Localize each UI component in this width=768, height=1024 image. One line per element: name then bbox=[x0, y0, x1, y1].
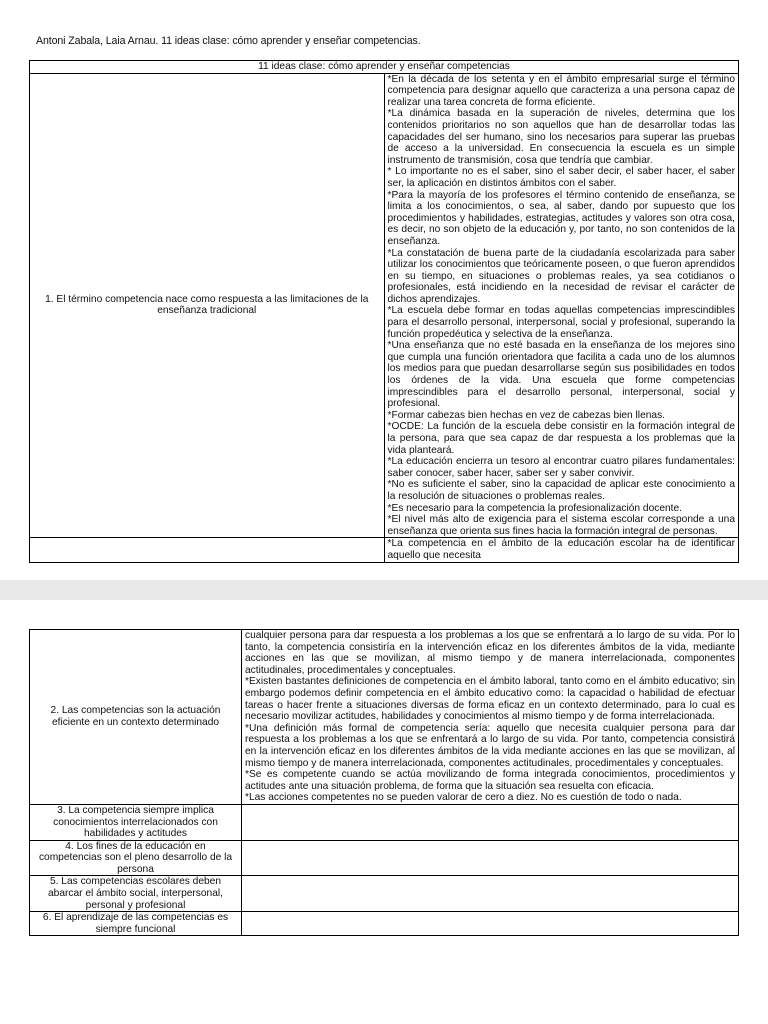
idea-2-paragraph: *Las acciones competentes no se pueden valorar de cero a diez. No es cuestión de todo o nada. bbox=[245, 792, 682, 804]
idea-2-label: 2. Las competencias son la actuación eficiente en un contexto determinado bbox=[30, 630, 242, 805]
idea-4-content bbox=[242, 840, 739, 876]
idea-2-paragraph: *Se es competente cuando se actúa movilizando de forma integrada conocimientos, procedimientos y actitudes ante una situación problema, de forma que la situación sea resuelta con eficacia. bbox=[245, 769, 735, 792]
idea-6-label: 6. El aprendizaje de las competencias es siempre funcional bbox=[30, 912, 242, 936]
table-caption-row bbox=[30, 61, 739, 74]
idea-6-content bbox=[242, 912, 739, 936]
idea-2-paragraph: *Una definición más formal de competencia sería: aquello que necesita cualquier persona para dar respuesta a los problemas a los que se enfrentará a lo largo de su vida. Por tanto, competencia consistirá en la intervención eficaz en los diferentes ámbitos de la vida mediante acciones en las que se movilizan, al mismo tiempo y de manera interrelacionada, componentes actitudinales, procedimentales y conceptuales. bbox=[245, 722, 735, 769]
idea-1-paragraph: *La escuela debe formar en todas aquellas competencias imprescindibles para el desarrollo personal, interpersonal, social y profesional, superando la función propedéutica y selectiva de la enseñanza. bbox=[387, 305, 735, 340]
idea-4-label: 4. Los fines de la educación en competencias son el pleno desarrollo de la persona bbox=[30, 840, 242, 876]
idea-1-paragraph: *En la década de los setenta y en el ámbito empresarial surge el término competencia para designar aquello que caracteriza a una persona capaz de realizar una tarea concreta de forma eficiente. bbox=[387, 73, 735, 108]
idea-1-label: 1. El término competencia nace como respuesta a las limitaciones de la enseñanza tradicional bbox=[30, 73, 385, 538]
idea-1-paragraph: *La educación encierra un tesoro al encontrar cuatro pilares fundamentales: saber conocer, saber hacer, saber ser y saber convivir. bbox=[387, 456, 735, 479]
idea-1-paragraph: *La constatación de buena parte de la ciudadanía escolarizada para saber utilizar los conocimientos que teóricamente poseen, o que fueron aprendidos en su tiempo, en situaciones o problemas reales, ya sea cotidianos o profesionales, está incidiendo en la necesidad de revisar el carácter de dichos aprendizajes. bbox=[387, 247, 735, 305]
idea-1-content bbox=[384, 73, 739, 538]
idea-1-paragraph: *Es necesario para la competencia la profesionalización docente. bbox=[387, 502, 682, 514]
idea-1-paragraph: *OCDE: La función de la escuela debe consistir en la formación integral de la persona, para que sea capaz de dar respuesta a los problemas que la vida planteará. bbox=[387, 421, 735, 456]
ideas-table bbox=[29, 60, 739, 563]
idea-1-paragraph: *La dinámica basada en la superación de niveles, determina que los contenidos prioritarios no son aquellos que han de desarrollar todas las capacidades del ser humano, sino los necesarios para superar las pruebas de acceso a la universidad. En consecuencia la escuela es un simple instrumento de transmisión, cosa que tendría que cambiar. bbox=[387, 108, 735, 166]
table-row bbox=[30, 630, 739, 805]
table-caption: 11 ideas clase: cómo aprender y enseñar competencias bbox=[30, 61, 739, 74]
table-row bbox=[30, 804, 739, 840]
idea-1-paragraph: *El nivel más alto de exigencia para el sistema escolar corresponde a una enseñanza que orienta sus fines hacia la formación integral de personas. bbox=[387, 514, 735, 537]
idea-2-content-start: *La competencia en el ámbito de la educación escolar ha de identificar aquello que necesita bbox=[384, 538, 739, 562]
idea-1-paragraph: *Una enseñanza que no esté basada en la enseñanza de los mejores sino que cumpla una función orientadora que facilita a cada uno de los alumnos los medios para que puedan desarrollarse según sus posibilidades en todos los órdenes de la vida. Una escuela que forme competencias imprescindibles para el desarrollo personal, interpersonal, social y profesional. bbox=[387, 340, 735, 410]
document-page-2 bbox=[0, 600, 768, 1024]
idea-1-paragraph: *Formar cabezas bien hechas en vez de cabezas bien llenas. bbox=[387, 409, 665, 421]
idea-1-paragraph: * Lo importante no es el saber, sino el saber decir, el saber hacer, el saber ser, la aplicación en distintos ámbitos con el saber. bbox=[387, 166, 735, 189]
table-row bbox=[30, 538, 739, 562]
idea-5-content bbox=[242, 876, 739, 912]
table-row bbox=[30, 73, 739, 538]
idea-3-content bbox=[242, 804, 739, 840]
idea-2-label-continued bbox=[30, 538, 385, 562]
document-header: Antoni Zabala, Laia Arnau. 11 ideas clase: cómo aprender y enseñar competencias. bbox=[36, 35, 421, 47]
idea-1-paragraph: *Para la mayoría de los profesores el término contenido de enseñanza, se limita a los conocimientos, o sea, al saber, dando por supuesto que los procedimientos y habilidades, estrategias, actitudes y valores son otra cosa, es decir, no son objeto de la educación y, por tanto, no son contenidos de la enseñanza. bbox=[387, 189, 735, 247]
idea-1-paragraph: *No es suficiente el saber, sino la capacidad de aplicar este conocimiento a la resolución de situaciones o problemas reales. bbox=[387, 479, 735, 502]
ideas-table-continued bbox=[29, 629, 739, 936]
idea-2-paragraph: *Existen bastantes definiciones de competencia en el ámbito laboral, tanto como en el ámbito educativo; sin embargo podemos definir competencia en el ámbito educativo como: la capacidad o habilidad de efectuar tareas o hacer frente a situaciones diversas de forma eficaz en un contexto determinado, para lo cual es necesario movilizar actitudes, habilidades y conocimientos al mismo tiempo y de forma interrelacionada. bbox=[245, 676, 735, 723]
table-row bbox=[30, 912, 739, 936]
idea-3-label: 3. La competencia siempre implica conocimientos interrelacionados con habilidades y actitudes bbox=[30, 804, 242, 840]
table-row bbox=[30, 876, 739, 912]
idea-2-content bbox=[242, 630, 739, 805]
idea-2-paragraph: cualquier persona para dar respuesta a los problemas a los que se enfrentará a lo largo de su vida. Por lo tanto, la competencia consistiría en la intervención eficaz en los diferentes ámbitos de la vida, mediante acciones en las que se movilizan, al mismo tiempo y de manera interrelacionada, componentes actitudinales, procedimentales y conceptuales. bbox=[245, 630, 735, 676]
table-row bbox=[30, 840, 739, 876]
idea-5-label: 5. Las competencias escolares deben abarcar el ámbito social, interpersonal, personal y profesional bbox=[30, 876, 242, 912]
